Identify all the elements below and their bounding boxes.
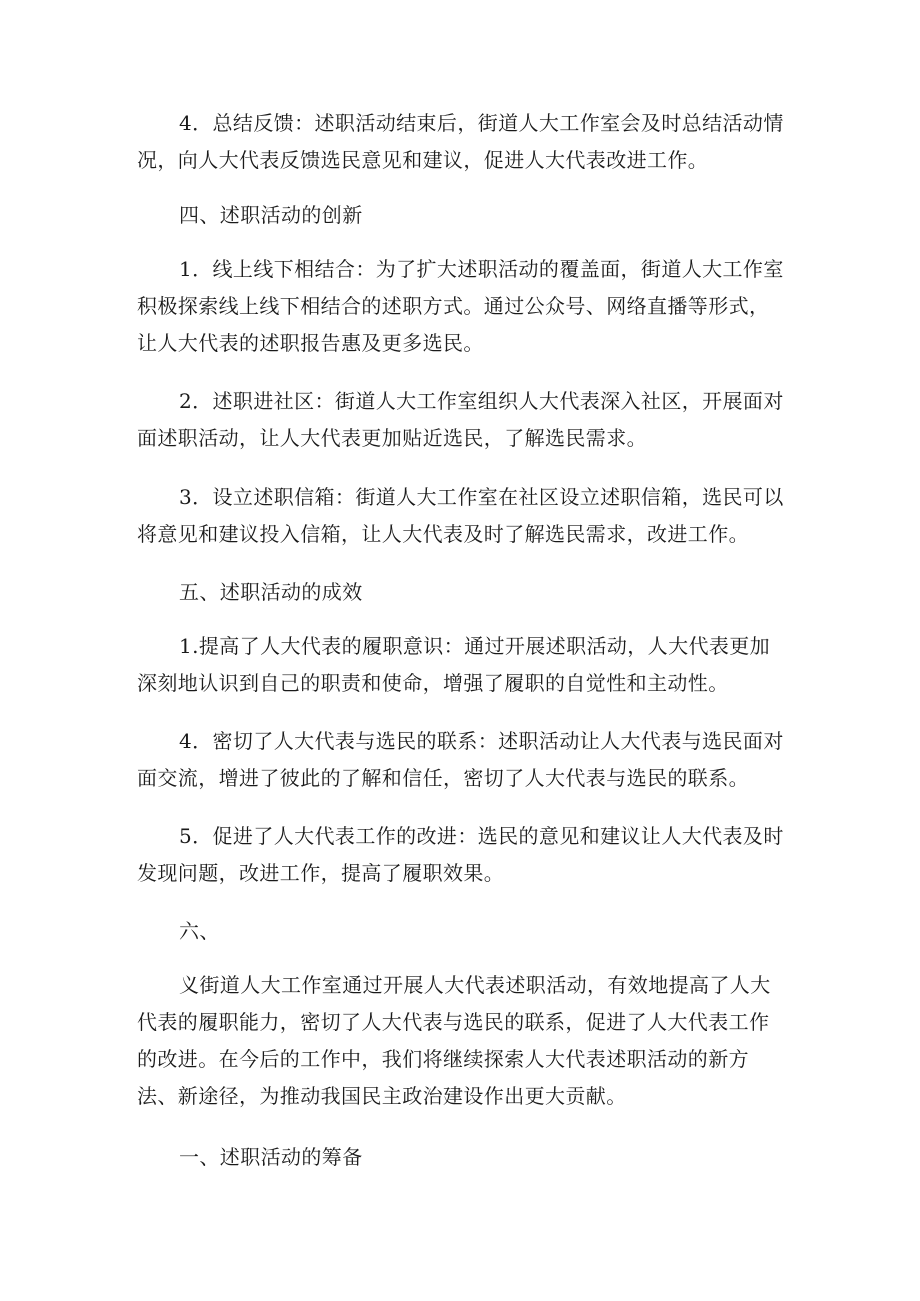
paragraph-community: 2．述职进社区：街道人大工作室组织人大代表深入社区，开展面对面述职活动，让人大代表更加贴近选民，了解选民需求。	[137, 389, 784, 450]
paragraph-awareness: 1.提高了人大代表的履职意识：通过开展述职活动，人大代表更加深刻地认识到自己的职责和使命，增强了履职的自觉性和主动性。	[137, 634, 771, 695]
paragraph-summary-feedback: 4．总结反馈：述职活动结束后，街道人大工作室会及时总结活动情况，向人大代表反馈选民意见和建议，促进人大代表改进工作。	[137, 111, 784, 172]
heading-innovation: 四、述职活动的创新	[179, 203, 363, 227]
paragraph-online-offline: 1．线上线下相结合：为了扩大述职活动的覆盖面，街道人大工作室积极探索线上线下相结合的述职方式。通过公众号、网络直播等形式，让人大代表的述职报告惠及更多选民。	[137, 257, 784, 355]
heading-preparation: 一、述职活动的筹备	[179, 1145, 363, 1169]
paragraph-connection: 4．密切了人大代表与选民的联系：述职活动让人大代表与选民面对面交流，增进了彼此的了解和信任，密切了人大代表与选民的联系。	[137, 729, 784, 790]
paragraph-improvement: 5．促进了人大代表工作的改进：选民的意见和建议让人大代表及时发现问题，改进工作，提高了履职效果。	[137, 824, 784, 885]
heading-results: 五、述职活动的成效	[179, 580, 363, 604]
paragraph-conclusion: 义街道人大工作室通过开展人大代表述职活动，有效地提高了人大代表的履职能力，密切了人大代表与选民的联系，促进了人大代表工作的改进。在今后的工作中，我们将继续探索人大代表述职活动的新方法、新途径，为推动我国民主政治建设作出更大贡献。	[137, 973, 771, 1108]
paragraph-mailbox: 3．设立述职信箱：街道人大工作室在社区设立述职信箱，选民可以将意见和建议投入信箱，让人大代表及时了解选民需求，改进工作。	[137, 485, 784, 546]
heading-six: 六、	[179, 919, 220, 943]
